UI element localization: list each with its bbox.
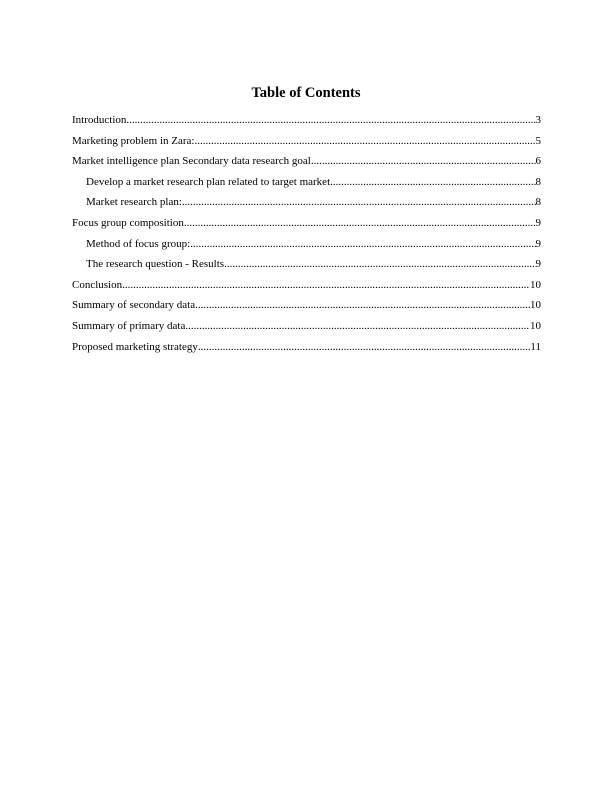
toc-entry-label: Proposed marketing strategy xyxy=(72,340,198,353)
toc-entry-label: Market intelligence plan Secondary data research goal xyxy=(72,155,311,168)
toc-entry-page: 8 xyxy=(535,175,541,188)
toc-leader-dots xyxy=(195,134,536,148)
toc-leader-dots xyxy=(122,278,530,292)
toc-entry[interactable] xyxy=(72,257,541,278)
toc-entry[interactable] xyxy=(72,319,541,340)
toc-entry-page: 5 xyxy=(535,134,541,147)
toc-entry[interactable] xyxy=(72,154,541,175)
toc-leader-dots xyxy=(184,216,536,230)
toc-entry-label: Focus group composition xyxy=(72,216,184,229)
toc-leader-dots xyxy=(311,154,536,168)
page-title: Table of Contents xyxy=(251,85,361,101)
toc-entry-label: Method of focus group: xyxy=(86,237,191,250)
toc-entry[interactable] xyxy=(72,195,541,216)
toc-entry-page: 10 xyxy=(530,299,541,312)
toc-entry[interactable] xyxy=(72,340,541,361)
toc-entry-page: 8 xyxy=(535,196,541,209)
toc-entry[interactable] xyxy=(72,237,541,258)
table-of-contents xyxy=(72,113,541,360)
toc-entry-page: 6 xyxy=(535,155,541,168)
toc-entry-page: 11 xyxy=(530,340,541,353)
toc-entry[interactable] xyxy=(72,278,541,299)
toc-entry-page: 10 xyxy=(530,319,541,332)
toc-entry-label: Conclusion xyxy=(72,278,123,291)
toc-entry-label: Summary of primary data xyxy=(72,319,186,332)
toc-entry-label: Marketing problem in Zara: xyxy=(72,134,195,147)
toc-entry-label: Market research plan: xyxy=(86,196,182,209)
toc-entry[interactable] xyxy=(72,113,541,134)
toc-entry[interactable] xyxy=(72,216,541,237)
toc-entry[interactable] xyxy=(72,298,541,319)
toc-entry[interactable] xyxy=(72,134,541,155)
toc-leader-dots xyxy=(182,195,536,209)
toc-leader-dots xyxy=(190,237,535,251)
toc-leader-dots xyxy=(126,113,535,127)
toc-entry[interactable] xyxy=(72,175,541,196)
toc-leader-dots xyxy=(195,298,530,312)
toc-entry-page: 3 xyxy=(535,114,541,126)
toc-entry-label: Develop a market research plan related to target market xyxy=(86,175,331,188)
toc-entry-label: The research question - Results xyxy=(86,258,225,271)
toc-leader-dots xyxy=(198,340,531,354)
toc-entry-label: Introduction xyxy=(72,114,127,126)
toc-leader-dots xyxy=(185,319,530,333)
toc-entry-page: 9 xyxy=(535,258,541,271)
toc-entry-label: Summary of secondary data xyxy=(72,299,196,312)
toc-leader-dots xyxy=(224,257,535,271)
toc-entry-page: 9 xyxy=(535,216,541,229)
toc-leader-dots xyxy=(330,175,535,189)
toc-entry-page: 9 xyxy=(535,237,541,250)
toc-entry-page: 10 xyxy=(530,278,541,291)
